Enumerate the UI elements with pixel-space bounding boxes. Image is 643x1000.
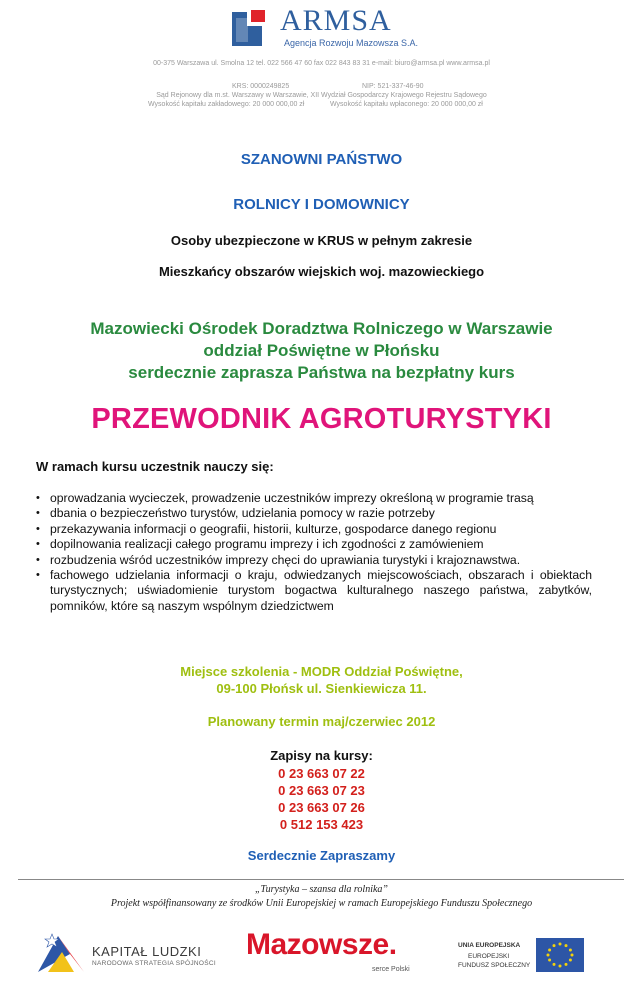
phone-number: 0 23 663 07 23: [278, 783, 365, 798]
list-intro: W ramach kursu uczestnik nauczy się:: [36, 459, 274, 474]
footer-quote: „Turystyka – szansa dla rolnika”: [255, 884, 388, 895]
greeting-heading: SZANOWNI PAŃSTWO: [240, 151, 403, 168]
armsa-logo-icon: [232, 8, 270, 48]
phone-number: 0 512 153 423: [279, 817, 364, 832]
mazowsze-tagline: serce Polski: [372, 966, 410, 973]
footer-divider: [18, 879, 624, 880]
course-title: PRZEWODNIK AGROTURYSTYKI: [91, 403, 552, 435]
letterhead-nip: NIP: 521-337-46-90: [362, 83, 424, 90]
closing-line: Serdecznie Zapraszamy: [247, 848, 396, 863]
phone-number: 0 23 663 07 22: [278, 766, 365, 781]
kapital-ludzki-name: KAPITAŁ LUDZKI: [92, 944, 202, 959]
list-item: • fachowego udzielania informacji o kraju, odwiedzanych miejscowościach, obszarach i obiektach turystycznych; uświadomienie turystom bogactwa kulturalnego naszego państwa, zabytków, pomników, które są naszym wspólnym dziedzictwem: [36, 568, 592, 614]
audience-sub-1: Osoby ubezpieczone w KRUS w pełnym zakresie: [170, 233, 473, 248]
footer-project: Projekt współfinansowany ze środków Unii Europejskiej w ramach Europejskiego Funduszu Społecznego: [110, 898, 533, 909]
planned-term: Planowany termin maj/czerwiec 2012: [207, 714, 436, 729]
kapital-ludzki-sub: NARODOWA STRATEGIA SPÓJNOŚCI: [92, 960, 216, 967]
audience-heading: ROLNICY I DOMOWNICY: [233, 196, 410, 213]
letterhead-court: Sąd Rejonowy dla m.st. Warszawy w Warszawie, XII Wydział Gospodarczy Krajowego Rejestru Sądowego: [156, 92, 487, 99]
organizer-line-1: Mazowiecki Ośrodek Doradztwa Rolniczego w Warszawie: [90, 319, 553, 338]
organizer-line-3: serdecznie zaprasza Państwa na bezpłatny kurs: [128, 363, 515, 382]
audience-sub-2: Mieszkańcy obszarów wiejskich woj. mazowieckiego: [158, 264, 485, 279]
list-item: • rozbudzenia wśród uczestników imprezy chęci do uprawiania turystyki i krajoznawstwa.: [36, 553, 592, 568]
letterhead-capital-initial: Wysokość kapitału zakładowego: 20 000 000,00 zł: [148, 101, 305, 108]
organizer-line-2: oddział Poświętne w Płońsku: [203, 341, 440, 360]
eu-flag-icon: [536, 938, 584, 972]
brand-tagline: Agencja Rozwoju Mazowsza S.A.: [284, 38, 419, 48]
kapital-ludzki-logo-icon: [36, 926, 86, 974]
training-place-line-2: 09-100 Płońsk ul. Sienkiewicza 11.: [216, 681, 427, 696]
brand-name: ARMSA: [280, 4, 392, 37]
signup-label: Zapisy na kursy:: [270, 748, 373, 763]
eu-label-3: FUNDUSZ SPOŁECZNY: [458, 962, 531, 969]
list-item: • oprowadzania wycieczek, prowadzenie uczestników imprezy określoną w programie trasą: [36, 491, 592, 506]
training-place-line-1: Miejsce szkolenia - MODR Oddział Poświętne,: [180, 664, 463, 679]
eu-label: UNIA EUROPEJSKA: [458, 942, 521, 949]
letterhead-krs: KRS: 0000249825: [232, 83, 290, 90]
list-item: • przekazywania informacji o geografii, historii, kulturze, gospodarce danego regionu: [36, 522, 592, 537]
skills-list: [36, 491, 592, 614]
eu-label-2: EUROPEJSKI: [468, 953, 510, 960]
phone-number: 0 23 663 07 26: [278, 800, 365, 815]
letterhead-address: 00-375 Warszawa ul. Smolna 12 tel. 022 566 47 60 fax 022 843 83 31 e-mail: biuro@armsa.pl www.armsa.pl: [153, 60, 490, 67]
list-item: • dbania o bezpieczeństwo turystów, udzielania pomocy w razie potrzeby: [36, 506, 592, 521]
list-item: • dopilnowania realizacji całego programu imprezy i ich zgodności z zamówieniem: [36, 537, 592, 552]
mazowsze-logo: Mazowsze.: [246, 928, 397, 961]
letterhead-capital-paid: Wysokość kapitału wpłaconego: 20 000 000,00 zł: [330, 101, 483, 108]
